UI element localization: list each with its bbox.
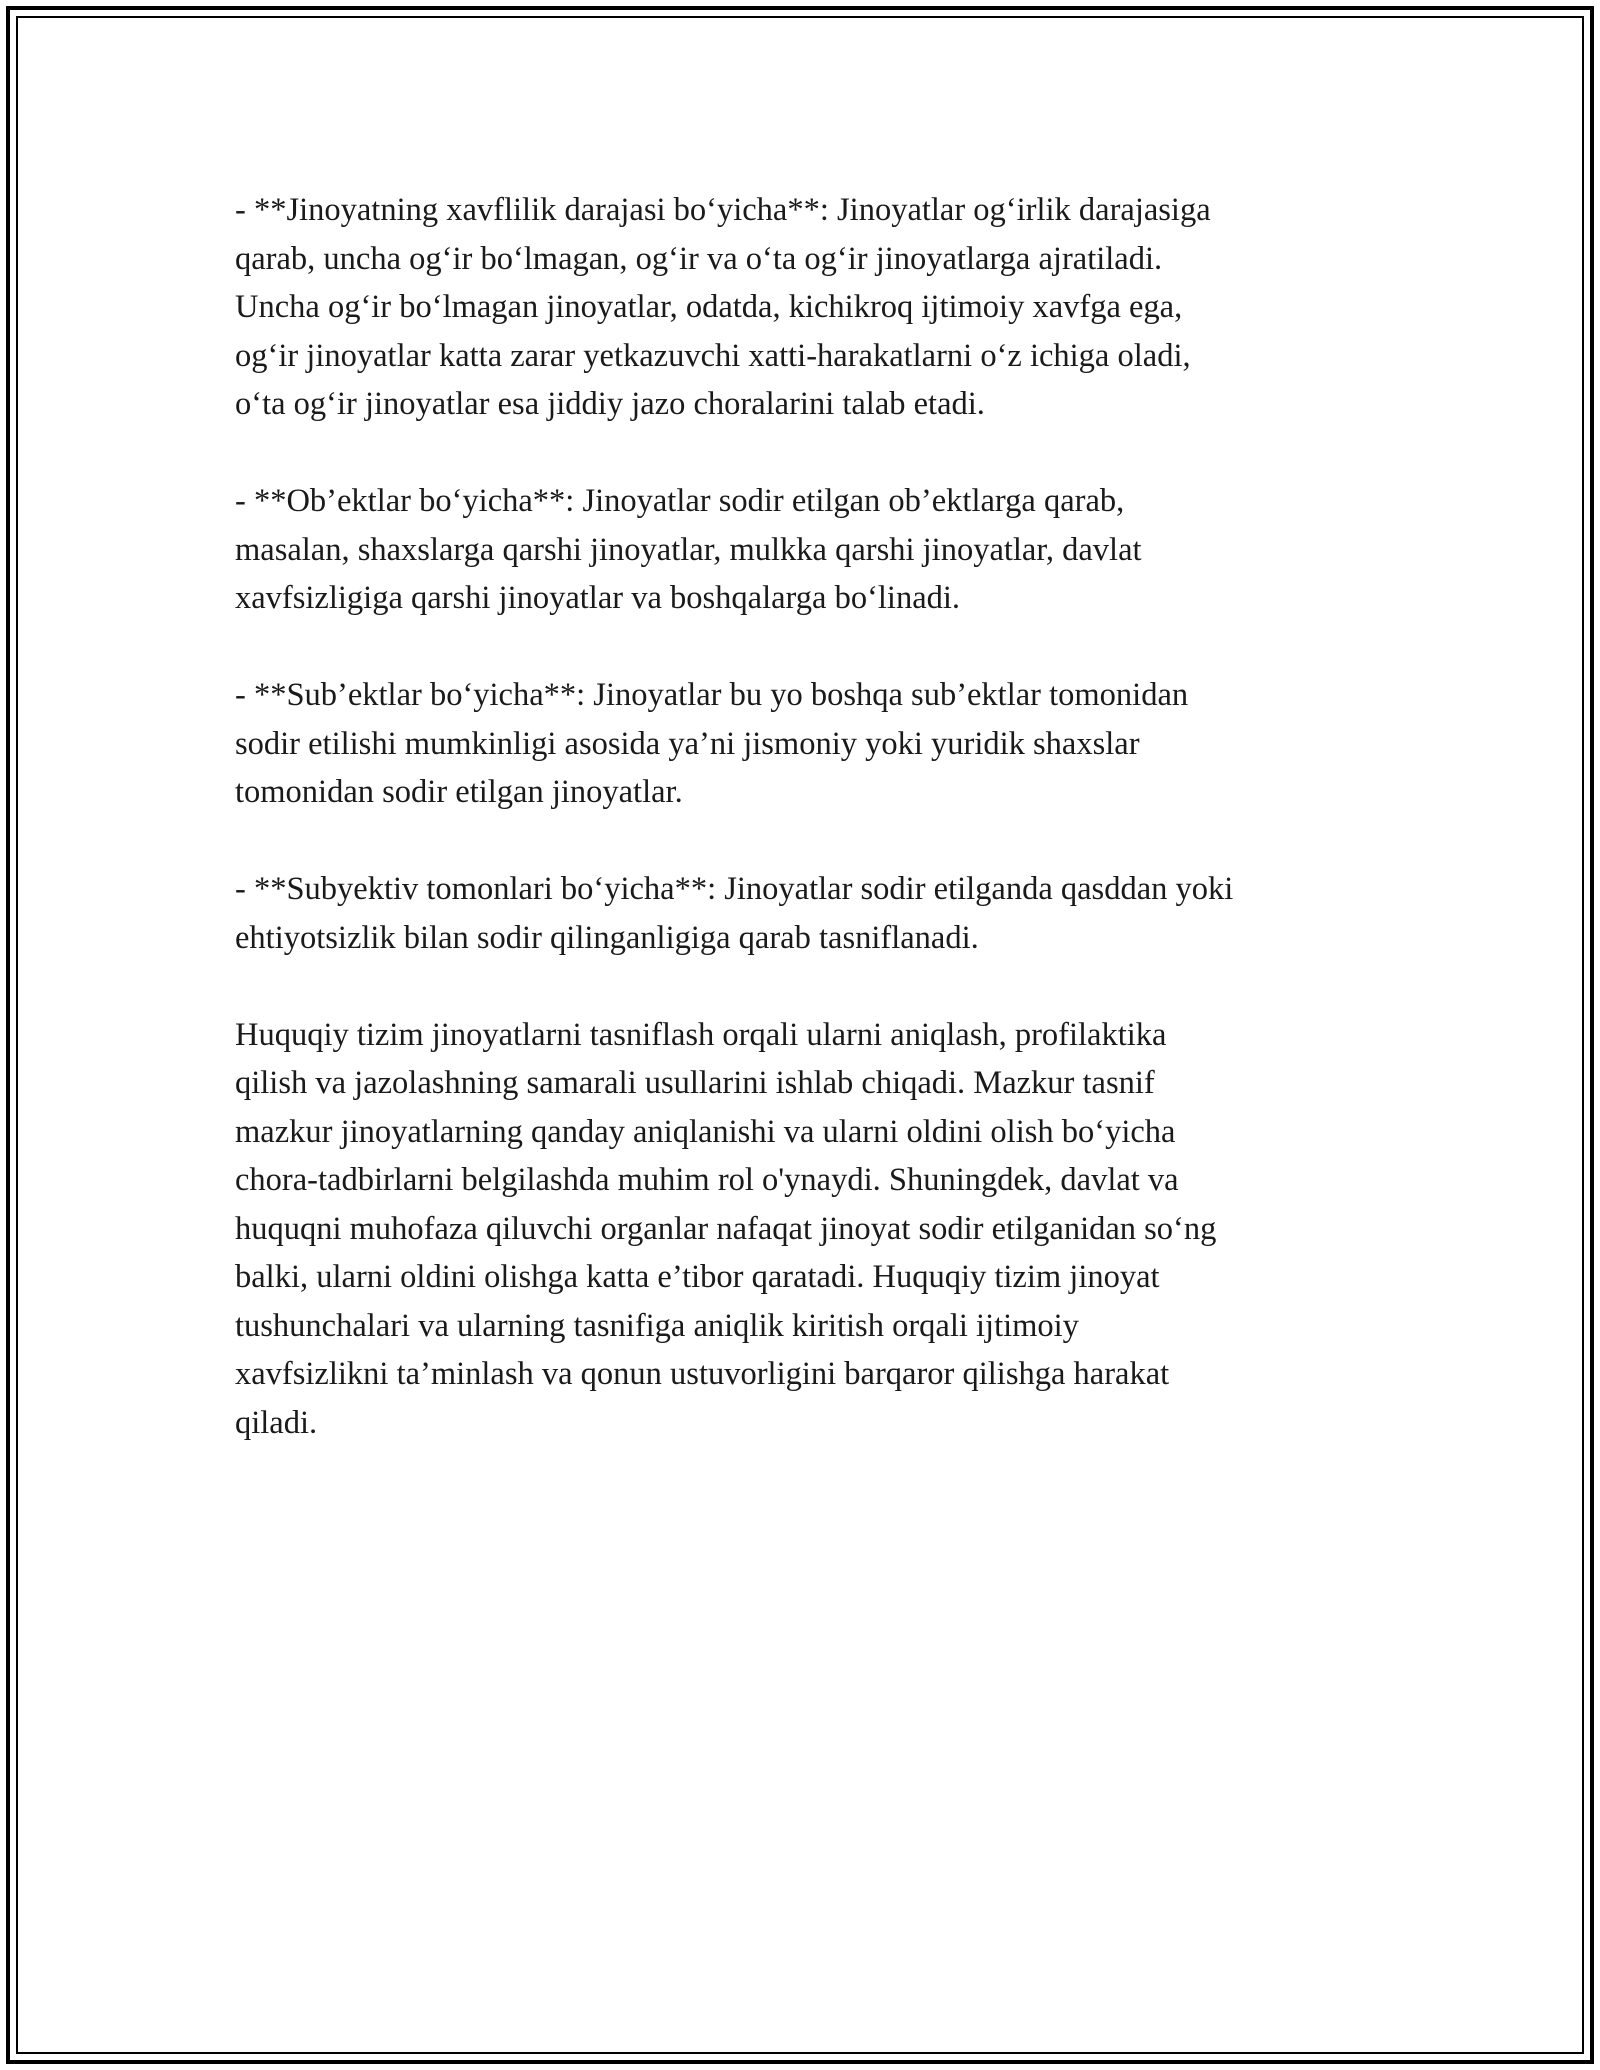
paragraph-subjects: - **Sub’ektlar bo‘yicha**: Jinoyatlar bu yo boshqa sub’ektlar tomonidan sodir etilishi mumkinligi asosida ya’ni jismoniy yoki yuridik shaxslar tomonidan sodir etilgan jinoyatlar. — [235, 677, 1189, 810]
paragraph-objects: - **Ob’ektlar bo‘yicha**: Jinoyatlar sodir etilgan ob’ektlarga qarab, masalan, shaxslarga qarshi jinoyatlar, mulkka qarshi jinoyatlar, davlat xavfsizligiga qarshi jinoyatlar va boshqalarga bo‘linadi. — [235, 483, 1142, 616]
paragraph-danger-level: - **Jinoyatning xavflilik darajasi bo‘yicha**: Jinoyatlar og‘irlik darajasiga qarab, uncha og‘ir bo‘lmagan, og‘ir va o‘ta og‘ir jinoyatlarga ajratiladi. Uncha og‘ir bo‘lmagan jinoyatlar, odatda, kichikroq ijtimoiy xavfga ega, og‘ir jinoyatlar katta zarar yetkazuvchi xatti-harakatlarni o‘z ichiga oladi, o‘ta og‘ir jinoyatlar esa jiddiy jazo choralarini talab etadi. — [235, 192, 1211, 422]
paragraph-subjective-side: - **Subyektiv tomonlari bo‘yicha**: Jinoyatlar sodir etilganda qasddan yoki ehtiyotsizlik bilan sodir qilinganligiga qarab tasniflanadi. — [235, 871, 1234, 956]
document-body — [235, 186, 1375, 1496]
paragraph-conclusion: Huquqiy tizim jinoyatlarni tasniflash orqali ularni aniqlash, profilaktika qilish va jazolashning samarali usullarini ishlab chiqadi. Mazkur tasnif mazkur jinoyatlarning qanday aniqlanishi va ularni oldini olish bo‘yicha chora-tadbirlarni belgilashda muhim rol o'ynaydi. Shuningdek, davlat va huquqni muhofaza qiluvchi organlar nafaqat jinoyat sodir etilganidan so‘ng balki, ularni oldini olishga katta e’tibor qaratadi. Huquqiy tizim jinoyat tushunchalari va ularning tasnifiga aniqlik kiritish orqali ijtimoiy xavfsizlikni ta’minlash va qonun ustuvorligini barqaror qilishga harakat qiladi. — [235, 1016, 1217, 1441]
